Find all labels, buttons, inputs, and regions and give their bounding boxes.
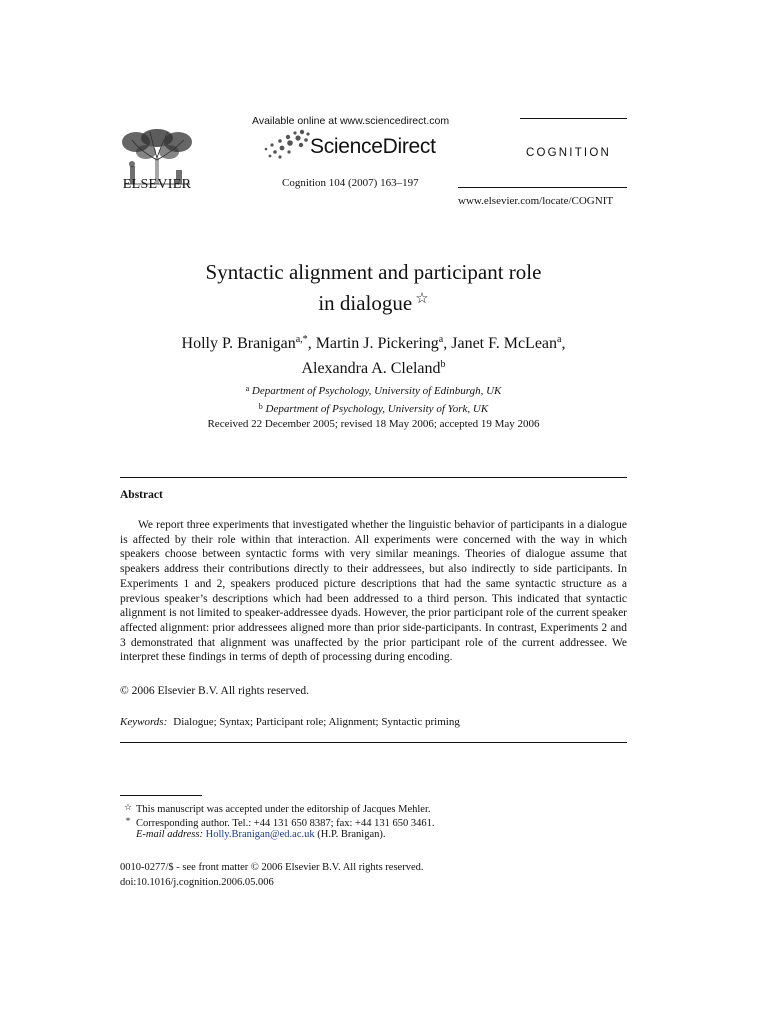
affiliation-mark: a [245, 384, 250, 393]
journal-name: COGNITION [526, 147, 611, 159]
author-affil-mark[interactable]: a [438, 334, 444, 345]
author-affil-mark[interactable]: b [440, 359, 446, 370]
email-label: E-mail address: [136, 829, 203, 840]
author-line-2 [120, 354, 627, 379]
journal-url[interactable]: www.elsevier.com/locate/COGNIT [458, 195, 614, 207]
affiliation-text: Department of Psychology, University of York, UK [265, 403, 489, 415]
author-separator: , [561, 335, 566, 352]
author-list [120, 329, 627, 379]
footnote-rule [120, 795, 202, 796]
author-line-1 [120, 329, 627, 354]
journal-citation: Cognition 104 (2007) 163–197 [282, 177, 419, 189]
affiliation-item [120, 399, 627, 417]
publisher-logo-text: ELSEVIER [122, 177, 192, 192]
keywords-line [120, 716, 460, 728]
abstract-heading: Abstract [120, 489, 163, 501]
author-affil-mark[interactable]: a,* [295, 334, 308, 345]
journal-rule-top [520, 118, 627, 119]
affiliation-mark: b [258, 402, 263, 411]
author-affil-mark[interactable]: a [557, 334, 562, 345]
footnote-star-icon: ☆ [123, 802, 133, 812]
author-name: Alexandra A. Cleland [301, 360, 441, 377]
doi-line[interactable]: doi:10.1016/j.cognition.2006.05.006 [120, 877, 274, 888]
email-link[interactable]: Holly.Branigan@ed.ac.uk [205, 829, 315, 840]
abstract-body [120, 518, 627, 665]
received-dates: Received 22 December 2005; revised 18 May 2006; accepted 19 May 2006 [207, 418, 540, 430]
affiliation-text: Department of Psychology, University of Edinburgh, UK [251, 385, 502, 397]
keywords-label: Keywords: [120, 716, 168, 728]
author-separator: , [443, 335, 452, 352]
keywords-text: Dialogue; Syntax; Participant role; Alignment; Syntactic priming [173, 716, 460, 728]
front-matter [120, 860, 423, 890]
journal-rule-bottom [458, 187, 627, 188]
sciencedirect-dots-icon [262, 128, 312, 160]
issn-line: 0010-0277/$ - see front matter © 2006 Elsevier B.V. All rights reserved. [120, 862, 424, 873]
affiliation-list [120, 381, 627, 417]
author-name: Janet F. McLean [451, 335, 558, 352]
abstract-top-rule [120, 477, 627, 478]
title-line-1: Syntactic alignment and participant role [205, 260, 542, 284]
author-name: Holly P. Branigan [181, 335, 296, 352]
abstract-paragraph: We report three experiments that investigated whether the linguistic behavior of participants in a dialogue is affected by their role within that interaction. All experiments were concerned with the way in which speakers choose between syntactic forms with very similar meanings. Theories of dialogue assume that speakers address their contributions directly to their addressees, but also indirectly to side participants. In Experiments 1 and 2, speakers produced picture descriptions that had the same syntactic structure as a previous speaker’s descriptions which had been addressed to a third person. This indicated that syntactic alignment is not limited to speaker-addressee dyads. However, the prior participant role of the current speaker affected alignment: prior addressees aligned more than prior side-participants. In contrast, Experiments 2 and 3 demonstrated that alignment was unaffected by the prior participant role of the current addressee. We interpret these findings in terms of depth of processing during encoding. [120, 519, 627, 664]
affiliation-item [120, 381, 627, 399]
sciencedirect-wordmark: ScienceDirect [310, 135, 436, 158]
author-separator: , [307, 335, 316, 352]
article-title [120, 259, 627, 317]
title-line-2-wrap [120, 286, 627, 317]
author-name: Martin J. Pickering [315, 335, 439, 352]
title-footnote-star-icon[interactable]: ☆ [415, 291, 429, 307]
abstract-bottom-rule [120, 742, 627, 743]
title-line-2: in dialogue [318, 291, 413, 315]
footnote-text: Corresponding author. Tel.: +44 131 650 8387; fax: +44 131 650 3461. [136, 818, 435, 829]
email-owner: (H.P. Branigan). [317, 829, 386, 840]
abstract-copyright: © 2006 Elsevier B.V. All rights reserved. [120, 685, 309, 697]
footnote-asterisk-icon: * [125, 816, 131, 826]
available-online-text[interactable]: Available online at www.sciencedirect.com [252, 115, 450, 127]
footnote-text: This manuscript was accepted under the editorship of Jacques Mehler. [136, 804, 431, 815]
footnote-email [120, 828, 385, 842]
